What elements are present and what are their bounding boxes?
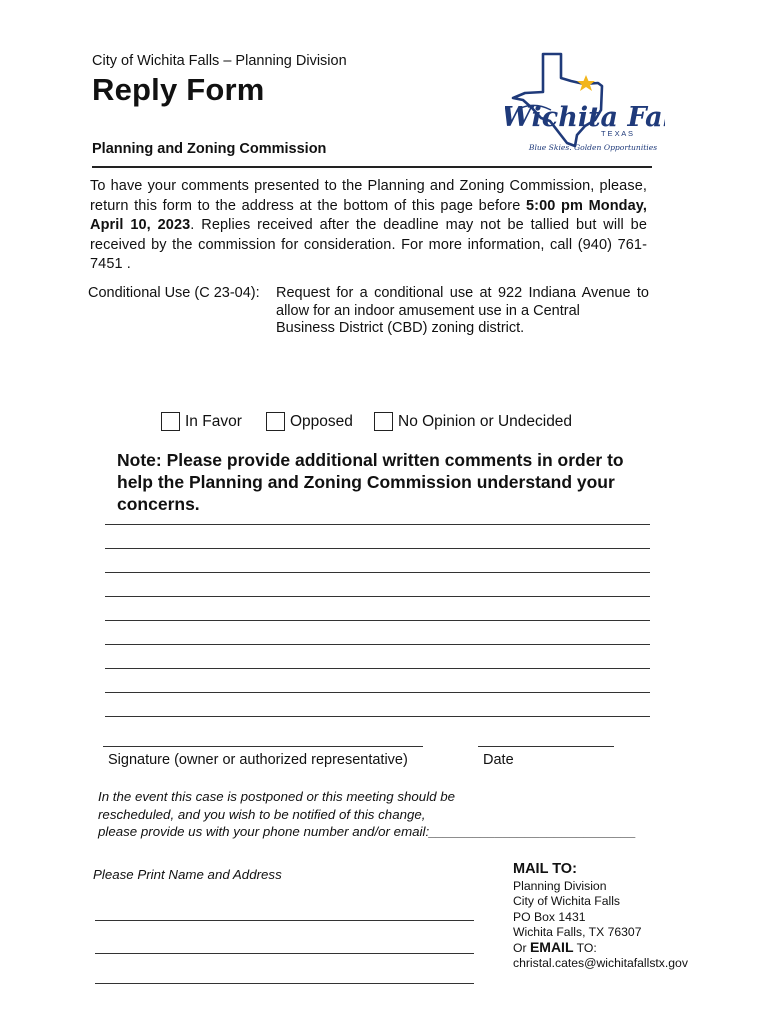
option-in-favor[interactable] [161, 412, 242, 431]
postponed-line-3[interactable]: please provide us with your phone number and/or email:____________________________ [98, 824, 637, 839]
intro-text-2: . Replies received after the deadline may not be tallied but will be received by the commission for consideration. For more information, call (940) 761-7451 . [90, 217, 647, 272]
postponed-notice [98, 788, 636, 841]
comment-line[interactable] [105, 668, 650, 669]
address-line[interactable] [95, 983, 474, 984]
mail-line: City of Wichita Falls [513, 894, 620, 909]
logo-state: T E X A S [601, 129, 633, 138]
page-title: Reply Form [92, 72, 265, 107]
email-word: EMAIL [529, 939, 574, 956]
in-favor-label: In Favor [185, 412, 242, 430]
address-line[interactable] [95, 920, 474, 921]
or-prefix: Or [513, 941, 530, 956]
comment-line[interactable] [105, 716, 650, 717]
comment-line[interactable] [105, 548, 650, 549]
mail-to-title: MAIL TO: [513, 861, 577, 877]
address-line[interactable] [95, 953, 474, 954]
intro-text-1: To have your comments presented to the Planning and Zoning Commission, please, return this form to the address at the bottom of this page before [90, 178, 647, 214]
case-description-last: Business District (CBD) zoning district. [276, 320, 525, 336]
contact-email[interactable]: christal.cates@wichitafallstx.gov [513, 956, 688, 971]
option-opposed[interactable] [266, 412, 353, 431]
in-favor-checkbox[interactable] [161, 412, 180, 431]
or-email-line [513, 940, 688, 956]
comment-line[interactable] [105, 524, 650, 525]
signature-label: Signature (owner or authorized representative) [108, 752, 408, 768]
intro-paragraph [90, 177, 647, 275]
commission-subheading: Planning and Zoning Commission [92, 141, 327, 157]
comment-line[interactable] [105, 572, 650, 573]
header-divider [92, 166, 652, 168]
opposed-checkbox[interactable] [266, 412, 285, 431]
print-name-label: Please Print Name and Address [93, 867, 282, 882]
no-opinion-checkbox[interactable] [374, 412, 393, 431]
case-label: Conditional Use (C 23-04): [88, 285, 260, 301]
option-no-opinion[interactable] [374, 412, 572, 431]
date-line[interactable] [478, 746, 614, 747]
to-suffix: TO: [573, 941, 597, 956]
mail-address-block [513, 879, 688, 972]
no-opinion-label: No Opinion or Undecided [398, 412, 573, 430]
comment-line[interactable] [105, 644, 650, 645]
date-label: Date [483, 752, 514, 768]
logo-tagline: Blue Skies. Golden Opportunities [528, 143, 658, 152]
signature-line[interactable] [103, 746, 423, 747]
logo-city-name: Wichita Fa [505, 102, 663, 133]
case-description [276, 285, 649, 338]
mail-line: PO Box 1431 [513, 909, 586, 924]
department-header: City of Wichita Falls – Planning Division [92, 53, 347, 69]
comment-line[interactable] [105, 596, 650, 597]
wichita-falls-logo [505, 48, 665, 156]
case-description-main: Request for a conditional use at 922 Indiana Avenue to allow for an indoor amusement use in a Central [276, 285, 649, 319]
opposed-label: Opposed [290, 412, 353, 430]
texas-outline-icon [505, 48, 665, 156]
postponed-line-2: rescheduled, and you wish to be notified of this change, [98, 806, 426, 822]
comment-line[interactable] [105, 692, 650, 693]
comment-line[interactable] [105, 620, 650, 621]
deadline-text: 5:00 pm Monday, April 10, 2023 [90, 197, 648, 233]
postponed-line-1: In the event this case is postponed or this meeting should be [98, 789, 456, 804]
mail-line: Planning Division [513, 879, 607, 893]
mail-line: Wichita Falls, TX 76307 [513, 924, 642, 939]
comments-note: Note: Please provide additional written comments in order to help the Planning and Zoning Commission understand your concerns. [117, 450, 624, 514]
